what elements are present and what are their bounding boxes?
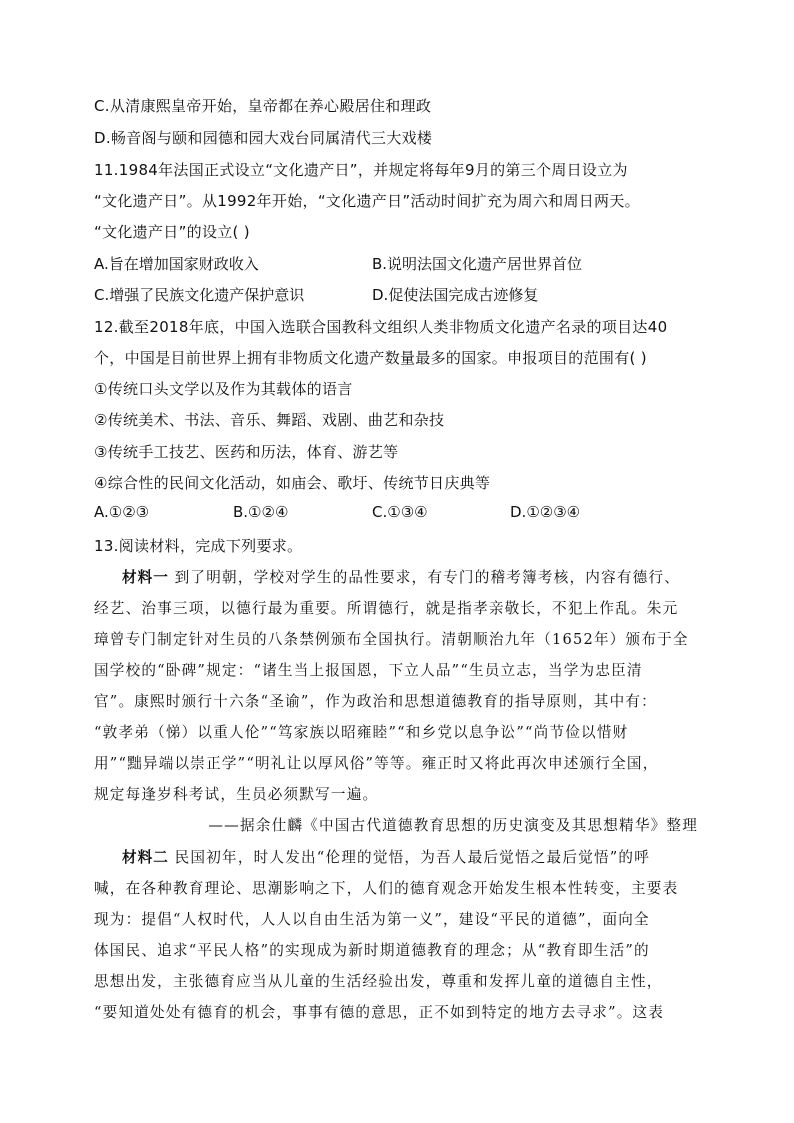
q11-option-a: A.旨在增加国家财政收入	[94, 255, 259, 273]
q12-item-3: ③传统手工技艺、医药和历法，体育、游艺等	[94, 443, 399, 461]
q12-option-b: B.①②④	[233, 503, 289, 521]
q12-stem-line-2: 个，中国是目前世界上拥有非物质文化遗产数量最多的国家。申报项目的范围有( )	[94, 349, 647, 367]
q11-stem-line-3: “文化遗产日”的设立( )	[94, 223, 250, 241]
material1-label: 材料一	[122, 569, 169, 586]
material1-line-6: “敦孝弟（悌）以重人伦”“笃家族以昭雍睦”“和乡党以息争讼”“尚节俭以惜财	[94, 724, 629, 741]
material1-line-8: 规定每逢岁科考试，生员必须默写一遍。	[94, 786, 379, 803]
q12-stem-line-1: 12.截至2018年底，中国入选联合国教科文组织人类非物质文化遗产名录的项目达40	[94, 318, 668, 336]
q10-option-c: C.从清康熙皇帝开始，皇帝都在养心殿居住和理政	[94, 97, 432, 115]
q12-item-1: ①传统口头文学以及作为其载体的语言	[94, 380, 353, 398]
q12-option-c: C.①③④	[372, 503, 428, 521]
material1-line-3: 璋曾专门制定针对生员的八条禁例颁布全国执行。清朝顺治九年（1652年）颁布于全	[94, 631, 689, 648]
material1-line-5: 官”。康熙时颁行十六条“圣谕”，作为政治和思想道德教育的指导原则，其中有：	[94, 693, 657, 710]
material1-line-4: 国学校的“卧碑”规定：“诸生当上报国恩，下立人品”“生员立志，当学为忠臣清	[94, 662, 643, 679]
material2-line-2: 喊，在各种教育理论、思潮影响之下，人们的德育观念开始发生根本性转变，主要表	[94, 880, 679, 897]
q11-option-d: D.促使法国完成古迹修复	[372, 286, 539, 304]
q11-option-b: B.说明法国文化遗产居世界首位	[372, 255, 583, 273]
q11-option-c: C.增强了民族文化遗产保护意识	[94, 286, 305, 304]
material2-line-4: 体国民、追求“平民人格”的实现成为新时期道德教育的理念；从“教育即生活”的	[94, 942, 650, 959]
q12-option-a: A.①②③	[94, 503, 150, 521]
material2-line-1	[122, 846, 650, 867]
q12-option-d: D.①②③④	[510, 503, 581, 521]
material1-text: 到了明朝，学校对学生的品性要求，有专门的稽考簿考核，内容有德行、	[174, 569, 681, 586]
material2-line-3: 现为：提倡“人权时代，人人以自由生活为第一义”，建设“平民的道德”，面向全	[94, 911, 650, 928]
q10-option-d: D.畅音阁与颐和园德和园大戏台同属清代三大戏楼	[94, 129, 433, 147]
material1-source: ——据余仕麟《中国古代道德教育思想的历史演变及其思想精华》整理	[208, 817, 698, 834]
material2-line-6: “要知道处处有德育的机会，事事有德的意思，正不如到特定的地方去寻求”。这表	[94, 1004, 665, 1021]
material2-line-5: 思想出发，主张德育应当从儿童的生活经验出发，尊重和发挥儿童的道德自主性，	[94, 973, 663, 990]
q11-stem-line-1: 11.1984年法国正式设立“文化遗产日”，并规定将每年9月的第三个周日设立为	[94, 161, 628, 179]
material2-text: 民国初年，时人发出“伦理的觉悟，为吾人最后觉悟之最后觉悟”的呼	[174, 849, 650, 866]
material2-label: 材料二	[122, 849, 169, 866]
material1-line-7: 用”“黜异端以崇正学”“明礼让以厚风俗”等等。雍正时又将此再次申述颁行全国，	[94, 755, 659, 772]
q12-item-4: ④综合性的民间文化活动，如庙会、歌圩、传统节日庆典等	[94, 474, 491, 492]
material1-line-2: 经艺、治事三项，以德行最为重要。所谓德行，就是指孝亲敬长，不犯上作乱。朱元	[94, 600, 679, 617]
q12-item-2: ②传统美术、书法、音乐、舞蹈、戏剧、曲艺和杂技	[94, 411, 445, 429]
q11-stem-line-2: “文化遗产日”。从1992年开始，“文化遗产日”活动时间扩充为周六和周日两天。	[94, 192, 640, 210]
material1-line-1	[122, 566, 680, 587]
q13-stem: 13.阅读材料，完成下列要求。	[94, 537, 303, 555]
